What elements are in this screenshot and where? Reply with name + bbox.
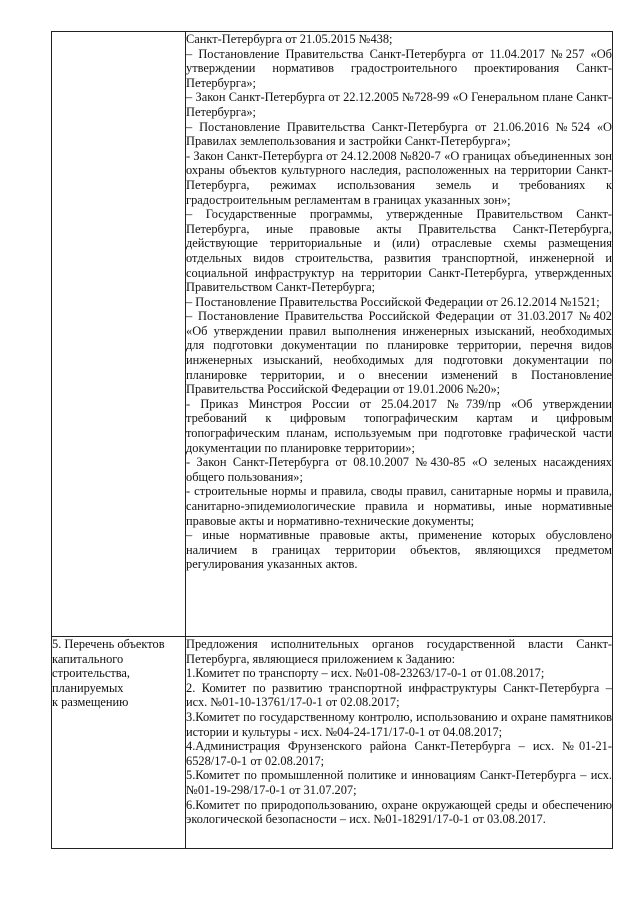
list-item: – Постановление Правительства Российской Федерации от 31.03.2017 №402 «Об утверждении правил выполнения инженерных изысканий, необходимых для подготовки документации по планировке территории, перечня видов инженерных изысканий, необходимых для подготовки документации по планировке территории, и о внесении изменений в Постановление Правительства Российской Федерации от 19.01.2006 №20»; xyxy=(186,309,612,397)
list-item: – Постановление Правительства Санкт-Петербурга от 11.04.2017 №257 «Об утверждении нормативов градостроительного проектирования Санкт-Петербурга»; xyxy=(186,46,612,90)
list-item: 2. Комитет по развитию транспортной инфраструктуры Санкт-Петербурга – исх. №01-10-13761/17-0-1 от 02.08.2017; xyxy=(186,680,612,710)
list-item: Санкт-Петербурга от 21.05.2015 №438; xyxy=(186,32,393,46)
list-item: – Постановление Правительства Санкт-Петербурга от 21.06.2016 №524 «О Правилах землепользования и застройки Санкт-Петербурга»; xyxy=(186,119,612,149)
row-label-line: планируемых xyxy=(52,680,124,695)
list-item: – иные нормативные правовые акты, применение которых обусловлено наличием в границах территории объектов, являющихся предметом регулирования указанных актов. xyxy=(186,528,612,572)
list-item: 6.Комитет по природопользованию, охране окружающей среды и обеспечению экологической безопасности – исх. №01-18291/17-0-1 от 03.08.2017. xyxy=(186,797,612,827)
list-item: 1.Комитет по транспорту – исх. №01-08-23263/17-0-1 от 01.08.2017; xyxy=(186,666,545,681)
row-label-cell xyxy=(52,637,186,849)
list-item: 5.Комитет по промышленной политике и инновациям Санкт-Петербурга – исх. №01-19-298/17-0-1 от 31.07.207; xyxy=(186,768,612,797)
objects-list-cell xyxy=(186,637,613,849)
row-label xyxy=(52,637,185,710)
list-item: - Закон Санкт-Петербурга от 24.12.2008 №820-7 «О границах объединенных зон охраны объектов культурного наследия, расположенных на территории Санкт-Петербурга, режимах использования земель и требованиях к градостроительным регламентам в границах указанных зон»; xyxy=(186,148,612,207)
intro-text: Предложения исполнительных органов государственной власти Санкт-Петербурга, являющиеся приложением к Заданию: xyxy=(186,637,612,666)
row-label-line: капитального xyxy=(52,651,124,666)
list-item: 4.Администрация Фрунзенского района Санкт-Петербурга – исх. №01-21-6528/17-0-1 от 02.08.2017; xyxy=(186,739,612,768)
row-label-line: строительства, xyxy=(52,666,131,681)
list-item: – Государственные программы, утвержденные Правительством Санкт-Петербурга, иные правовые акты Правительства Санкт-Петербурга, действующие территориальные и (или) отраслевые схемы размещения отдельных видов строительства, развития транспортной, инженерной и социальной инфраструктур на территории Санкт-Петербурга, утвержденных Правительством Санкт-Петербурга; xyxy=(186,207,612,295)
requirements-table xyxy=(51,31,613,849)
list-item: - строительные нормы и правила, своды правил, санитарные нормы и правила, санитарно-эпидемиологические правила и нормативы, иные нормативные правовые акты и нормативно-технические документы; xyxy=(186,484,612,528)
list-item: 3.Комитет по государственному контролю, использованию и охране памятников истории и культуры - исх. №04-24-171/17-0-1 от 04.08.2017; xyxy=(186,709,612,739)
table-row xyxy=(52,32,613,637)
normative-acts-cell xyxy=(186,32,613,637)
row-label-line: 5. Перечень объектов xyxy=(52,637,165,651)
list-item: – Постановление Правительства Российской Федерации от 26.12.2014 №1521; xyxy=(186,294,600,309)
list-item: - Приказ Минстроя России от 25.04.2017 №739/пр «Об утверждении требований к цифровым топографическим картам и цифровым топографическим планам, используемым при подготовке графической части документации по планировке территории»; xyxy=(186,396,612,455)
table-row xyxy=(52,637,613,849)
row-label-cell-empty xyxy=(52,32,186,637)
list-item: – Закон Санкт-Петербурга от 22.12.2005 №728-99 «О Генеральном плане Санкт-Петербурга»; xyxy=(186,90,612,119)
row-label-line: к размещению xyxy=(52,695,129,710)
list-item: - Закон Санкт-Петербурга от 08.10.2007 №430-85 «О зеленых насаждениях общего пользования»; xyxy=(186,455,612,484)
